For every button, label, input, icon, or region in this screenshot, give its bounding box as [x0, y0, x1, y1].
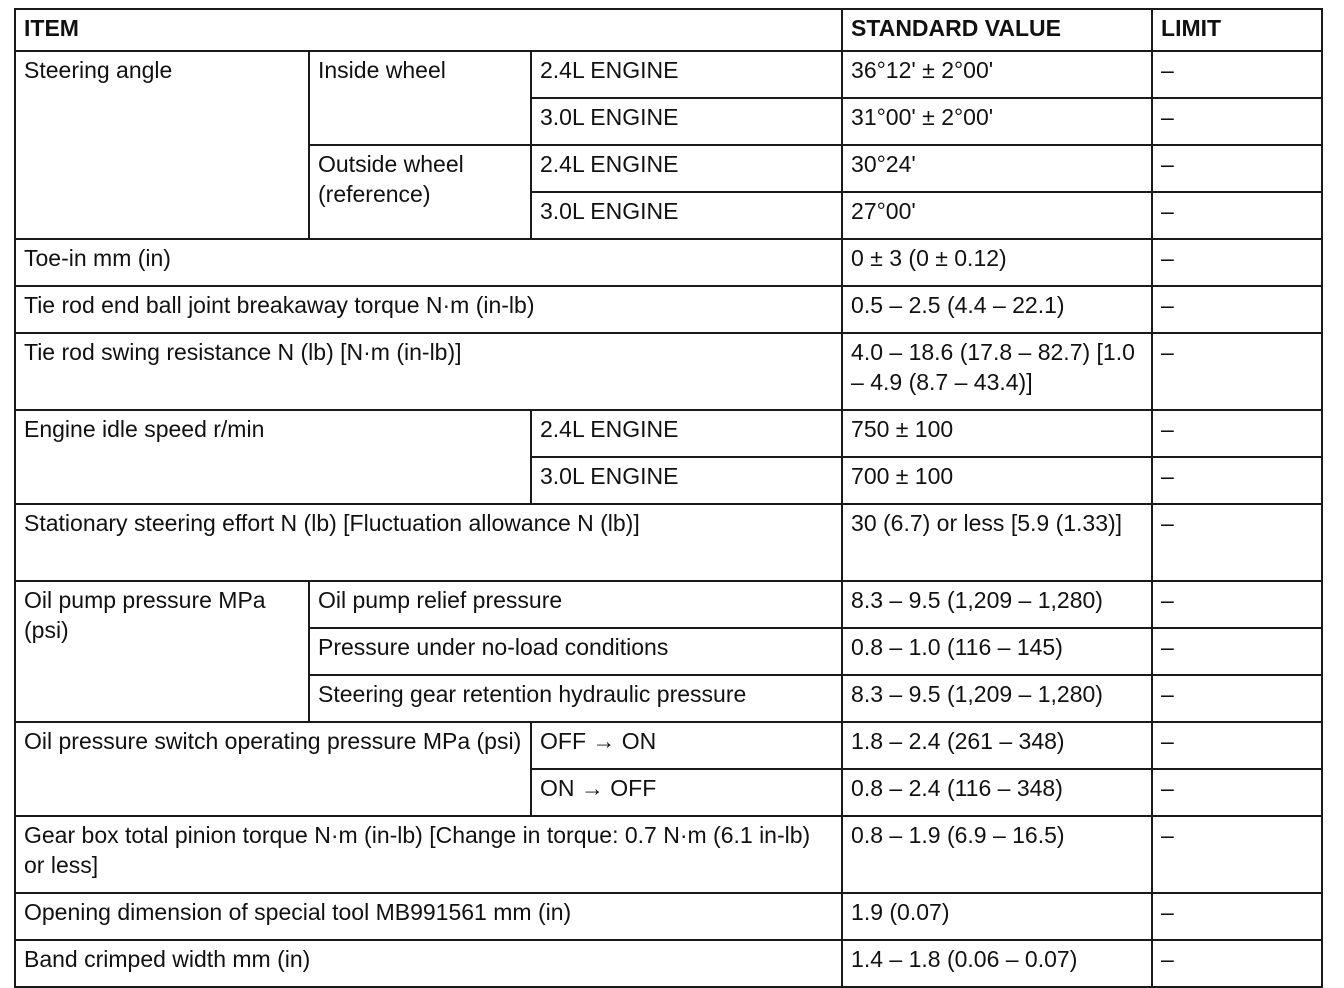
limit-header: LIMIT: [1152, 9, 1322, 51]
service-specifications-table: [14, 8, 1323, 988]
engine-label: 3.0L ENGINE: [531, 457, 842, 504]
standard-value: 0.8 – 2.4 (116 – 348): [842, 769, 1152, 816]
steering-effort-label: Stationary steering effort N (lb) [Fluctuation allowance N (lb)]: [15, 504, 842, 581]
table-row: [15, 51, 1322, 98]
oil-switch-label: Oil pressure switch operating pressure MPa (psi): [15, 722, 531, 816]
oil-pump-relief-label: Oil pump relief pressure: [309, 581, 842, 628]
engine-label: 3.0L ENGINE: [531, 192, 842, 239]
standard-value: 31°00' ± 2°00': [842, 98, 1152, 145]
limit-value: –: [1152, 457, 1322, 504]
standard-value: 1.9 (0.07): [842, 893, 1152, 940]
limit-value: –: [1152, 51, 1322, 98]
limit-value: –: [1152, 893, 1322, 940]
engine-label: 2.4L ENGINE: [531, 145, 842, 192]
limit-value: –: [1152, 286, 1322, 333]
standard-value: 1.8 – 2.4 (261 – 348): [842, 722, 1152, 769]
standard-value: 36°12' ± 2°00': [842, 51, 1152, 98]
limit-value: –: [1152, 192, 1322, 239]
engine-label: 2.4L ENGINE: [531, 51, 842, 98]
standard-value: 27°00': [842, 192, 1152, 239]
limit-value: –: [1152, 581, 1322, 628]
standard-value: 8.3 – 9.5 (1,209 – 1,280): [842, 581, 1152, 628]
special-tool-label: Opening dimension of special tool MB991561 mm (in): [15, 893, 842, 940]
steering-angle-label: Steering angle: [15, 51, 309, 239]
table-row: [15, 816, 1322, 893]
table-row: [15, 410, 1322, 457]
pinion-torque-label: Gear box total pinion torque N·m (in-lb) [Change in torque: 0.7 N·m (6.1 in-lb) or less]: [15, 816, 842, 893]
table-row: [15, 286, 1322, 333]
standard-value: 0.5 – 2.5 (4.4 – 22.1): [842, 286, 1152, 333]
retention-pressure-label: Steering gear retention hydraulic pressure: [309, 675, 842, 722]
inside-wheel-label: Inside wheel: [309, 51, 531, 145]
standard-value: 8.3 – 9.5 (1,209 – 1,280): [842, 675, 1152, 722]
switch-direction-label: OFF → ON: [531, 722, 842, 769]
standard-value: 0 ± 3 (0 ± 0.12): [842, 239, 1152, 286]
band-crimped-label: Band crimped width mm (in): [15, 940, 842, 987]
limit-value: –: [1152, 98, 1322, 145]
tie-rod-swing-label: Tie rod swing resistance N (lb) [N·m (in-lb)]: [15, 333, 842, 410]
item-header: ITEM: [15, 9, 842, 51]
engine-label: 3.0L ENGINE: [531, 98, 842, 145]
limit-value: –: [1152, 722, 1322, 769]
standard-value-header: STANDARD VALUE: [842, 9, 1152, 51]
toe-in-label: Toe-in mm (in): [15, 239, 842, 286]
table-row: [15, 333, 1322, 410]
limit-value: –: [1152, 675, 1322, 722]
table-row: [15, 504, 1322, 581]
limit-value: –: [1152, 145, 1322, 192]
table-row: [15, 239, 1322, 286]
switch-direction-label: ON → OFF: [531, 769, 842, 816]
limit-value: –: [1152, 410, 1322, 457]
tie-rod-breakaway-label: Tie rod end ball joint breakaway torque N·m (in-lb): [15, 286, 842, 333]
limit-value: –: [1152, 504, 1322, 581]
header-row: [15, 9, 1322, 51]
no-load-pressure-label: Pressure under no-load conditions: [309, 628, 842, 675]
table-row: [15, 893, 1322, 940]
standard-value: 0.8 – 1.9 (6.9 – 16.5): [842, 816, 1152, 893]
table-row: [15, 581, 1322, 628]
oil-pump-pressure-label: Oil pump pressure MPa (psi): [15, 581, 309, 722]
limit-value: –: [1152, 940, 1322, 987]
limit-value: –: [1152, 816, 1322, 893]
standard-value: 0.8 – 1.0 (116 – 145): [842, 628, 1152, 675]
limit-value: –: [1152, 769, 1322, 816]
limit-value: –: [1152, 628, 1322, 675]
standard-value: 700 ± 100: [842, 457, 1152, 504]
standard-value: 30°24': [842, 145, 1152, 192]
table-row: [15, 722, 1322, 769]
idle-speed-label: Engine idle speed r/min: [15, 410, 531, 504]
standard-value: 750 ± 100: [842, 410, 1152, 457]
outside-wheel-label: Outside wheel (reference): [309, 145, 531, 239]
engine-label: 2.4L ENGINE: [531, 410, 842, 457]
limit-value: –: [1152, 333, 1322, 410]
standard-value: 1.4 – 1.8 (0.06 – 0.07): [842, 940, 1152, 987]
standard-value: 4.0 – 18.6 (17.8 – 82.7) [1.0 – 4.9 (8.7 – 43.4)]: [842, 333, 1152, 410]
limit-value: –: [1152, 239, 1322, 286]
standard-value: 30 (6.7) or less [5.9 (1.33)]: [842, 504, 1152, 581]
table-row: [15, 940, 1322, 987]
